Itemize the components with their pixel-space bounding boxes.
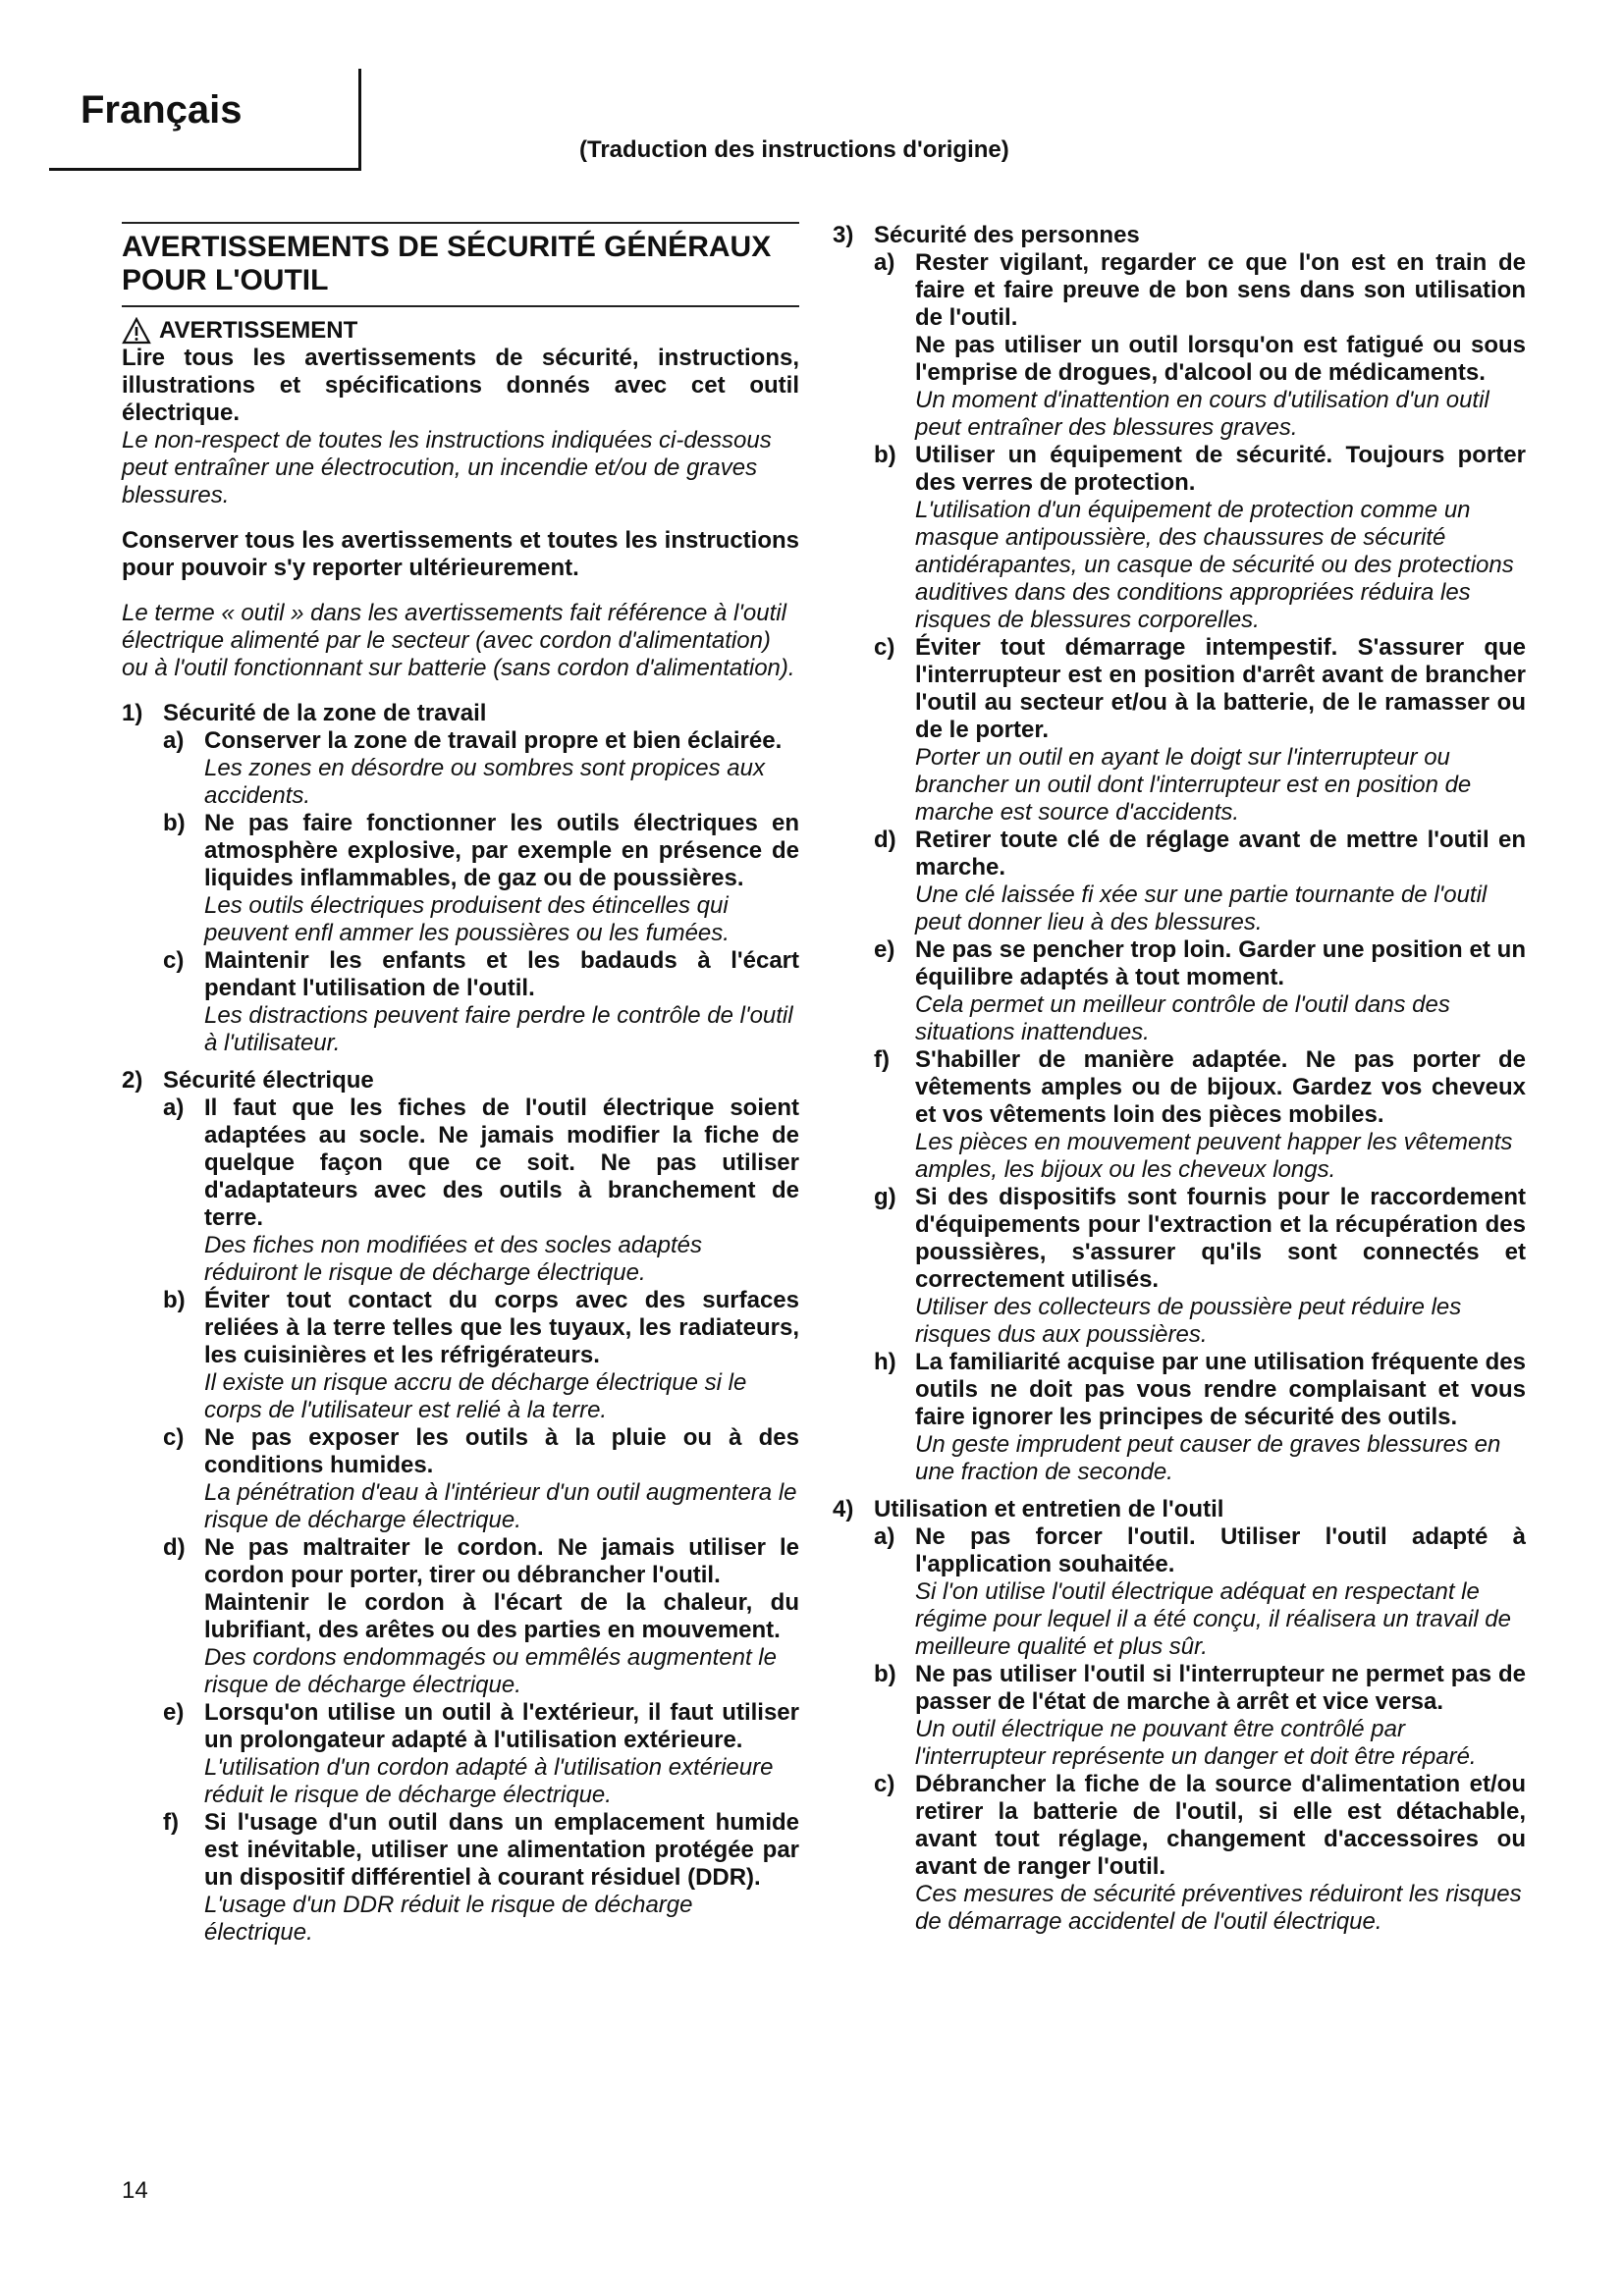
list-item: b) Éviter tout contact du corps avec des surfaces reliées à la terre telles que les tuyaux, les radiateurs, les cuisinières et les réfrigérateurs. Il existe un risque accru de décharge électrique si le corps de l'utilisateur est relié à la terre. xyxy=(163,1287,799,1423)
page-number: 14 xyxy=(122,2177,148,2204)
warning-heading xyxy=(122,317,799,345)
list-item: g) Si des dispositifs sont fournis pour le raccordement d'équipements pour l'extraction et la récupération des poussières, s'assurer qu'ils sont connectés et correctement utilisés. Utiliser des collecteurs de poussière peut réduire les risques dus aux poussières. xyxy=(874,1184,1526,1348)
list-item: a) Rester vigilant, regarder ce que l'on est en train de faire et faire preuve de bon sens dans son utilisation de l'outil. Ne pas utiliser un outil lorsqu'on est fatigué ou sous l'emprise de drogues, d'alcool ou de médicaments. Un moment d'inattention en cours d'utilisation d'un outil peut entraîner des blessures graves. xyxy=(874,249,1526,441)
list-item: d) Ne pas maltraiter le cordon. Ne jamais utiliser le cordon pour porter, tirer ou débrancher l'outil. Maintenir le cordon à l'écart de la chaleur, du lubrifiant, des arêtes ou des parties en mouvement. Des cordons endommagés ou emmêlés augmentent le risque de décharge électrique. xyxy=(163,1534,799,1698)
section-number: 3) xyxy=(833,222,854,248)
section-title: Sécurité électrique xyxy=(163,1067,374,1094)
list-item: d) Retirer toute clé de réglage avant de mettre l'outil en marche. Une clé laissée fi xée sur une partie tournante de l'outil peut donner lieu à des blessures. xyxy=(874,827,1526,935)
section-1 xyxy=(122,700,799,1057)
list-item: a) Il faut que les fiches de l'outil électrique soient adaptées au socle. Ne jamais modifier la fiche de quelque façon que ce soit. Ne pas utiliser d'adaptateurs avec des outils à branchement de terre. Des fiches non modifiées et des socles adaptés réduiront le risque de décharge électrique. xyxy=(163,1095,799,1286)
warning-triangle-icon xyxy=(122,317,151,345)
list-item: c) Débrancher la fiche de la source d'alimentation et/ou retirer la batterie de l'outil, si elle est détachable, avant tout réglage, changement d'accessoires ou avant de ranger l'outil. Ces mesures de sécurité préventives réduiront les risques de démarrage accidentel de l'outil électrique. xyxy=(874,1771,1526,1935)
list-item: f) Si l'usage d'un outil dans un emplacement humide est inévitable, utiliser une alimentation protégée par un dispositif différentiel à courant résiduel (DDR). L'usage d'un DDR réduit le risque de décharge électrique. xyxy=(163,1809,799,1946)
list-item: e) Lorsqu'on utilise un outil à l'extérieur, il faut utiliser un prolongateur adapté à l'utilisation extérieure. L'utilisation d'un cordon adapté à l'utilisation extérieure réduit le risque de décharge électrique. xyxy=(163,1699,799,1808)
section-3 xyxy=(833,222,1526,1486)
section-number: 2) xyxy=(122,1067,143,1094)
list-item: c) Maintenir les enfants et les badauds à l'écart pendant l'utilisation de l'outil. Les distractions peuvent faire perdre le contrôle de l'outil à l'utilisateur. xyxy=(163,947,799,1056)
list-item: a) Ne pas forcer l'outil. Utiliser l'outil adapté à l'application souhaitée. Si l'on utilise l'outil électrique adéquat en respectant le régime pour lequel il a été conçu, il réalisera un travail de meilleure qualité et plus sûr. xyxy=(874,1523,1526,1660)
warning-bold-text: Lire tous les avertissements de sécurité, instructions, illustrations et spécifications donnés avec cet outil électrique. xyxy=(122,345,799,426)
warning-heading-text: AVERTISSEMENT xyxy=(159,317,358,344)
list-item: h) La familiarité acquise par une utilisation fréquente des outils ne doit pas vous rendre complaisant et vous faire ignorer les principes de sécurité des outils. Un geste imprudent peut causer de graves blessures en une fraction de seconde. xyxy=(874,1349,1526,1485)
section-title: Sécurité de la zone de travail xyxy=(163,700,487,726)
list-item: f) S'habiller de manière adaptée. Ne pas porter de vêtements amples ou de bijoux. Gardez vos cheveux et vos vêtements loin des pièces mobiles. Les pièces en mouvement peuvent happer les vêtements amples, les bijoux ou les cheveux longs. xyxy=(874,1046,1526,1183)
section-title: Sécurité des personnes xyxy=(874,222,1140,248)
list-item: c) Éviter tout démarrage intempestif. S'assurer que l'interrupteur est en position d'arrêt avant de brancher l'outil au secteur et/ou à la batterie, de le ramasser ou de le porter. Porter un outil en ayant le doigt sur l'interrupteur ou brancher un outil dont l'interrupteur est en position de marche est source d'accidents. xyxy=(874,634,1526,826)
language-label: Français xyxy=(81,88,243,132)
list-item: c) Ne pas exposer les outils à la pluie ou à des conditions humides. La pénétration d'eau à l'intérieur d'un outil augmentera le risque de décharge électrique. xyxy=(163,1424,799,1533)
translation-note: (Traduction des instructions d'origine) xyxy=(579,136,1009,163)
term-definition-text: Le terme « outil » dans les avertissements fait référence à l'outil électrique alimenté par le secteur (avec cordon d'alimentation) ou à l'outil fonctionnant sur batterie (sans cordon d'alimentation). xyxy=(122,600,795,681)
keep-instructions-text: Conserver tous les avertissements et toutes les instructions pour pouvoir s'y reporter ultérieurement. xyxy=(122,527,799,581)
section-4 xyxy=(833,1496,1526,1936)
page-title: AVERTISSEMENTS DE SÉCURITÉ GÉNÉRAUX POUR L'OUTIL xyxy=(122,222,799,307)
right-column xyxy=(833,222,1526,1936)
left-column xyxy=(122,222,799,1947)
list-item: b) Ne pas faire fonctionner les outils électriques en atmosphère explosive, par exemple en présence de liquides inflammables, de gaz ou de poussières. Les outils électriques produisent des étincelles qui peuvent enfl ammer les poussières ou les fumées. xyxy=(163,810,799,946)
section-number: 1) xyxy=(122,700,143,726)
warning-italic-text: Le non-respect de toutes les instructions indiquées ci-dessous peut entraîner une électrocution, un incendie et/ou de graves blessures. xyxy=(122,427,772,508)
list-item: a) Conserver la zone de travail propre et bien éclairée. Les zones en désordre ou sombres sont propices aux accidents. xyxy=(163,727,783,809)
list-item: b) Utiliser un équipement de sécurité. Toujours porter des verres de protection. L'utilisation d'un équipement de protection comme un masque antipoussière, des chaussures de sécurité antidérapantes, un casque de sécurité ou des protections auditives dans des conditions appropriées réduira les risques de blessures corporelles. xyxy=(874,442,1526,633)
section-title: Utilisation et entretien de l'outil xyxy=(874,1496,1224,1522)
list-item: b) Ne pas utiliser l'outil si l'interrupteur ne permet pas de passer de l'état de marche à arrêt et vice versa. Un outil électrique ne pouvant être contrôlé par l'interrupteur représente un danger et doit être réparé. xyxy=(874,1661,1526,1770)
section-2 xyxy=(122,1067,799,1947)
section-number: 4) xyxy=(833,1496,854,1522)
list-item: e) Ne pas se pencher trop loin. Garder une position et un équilibre adaptés à tout moment. Cela permet un meilleur contrôle de l'outil dans des situations inattendues. xyxy=(874,936,1526,1045)
